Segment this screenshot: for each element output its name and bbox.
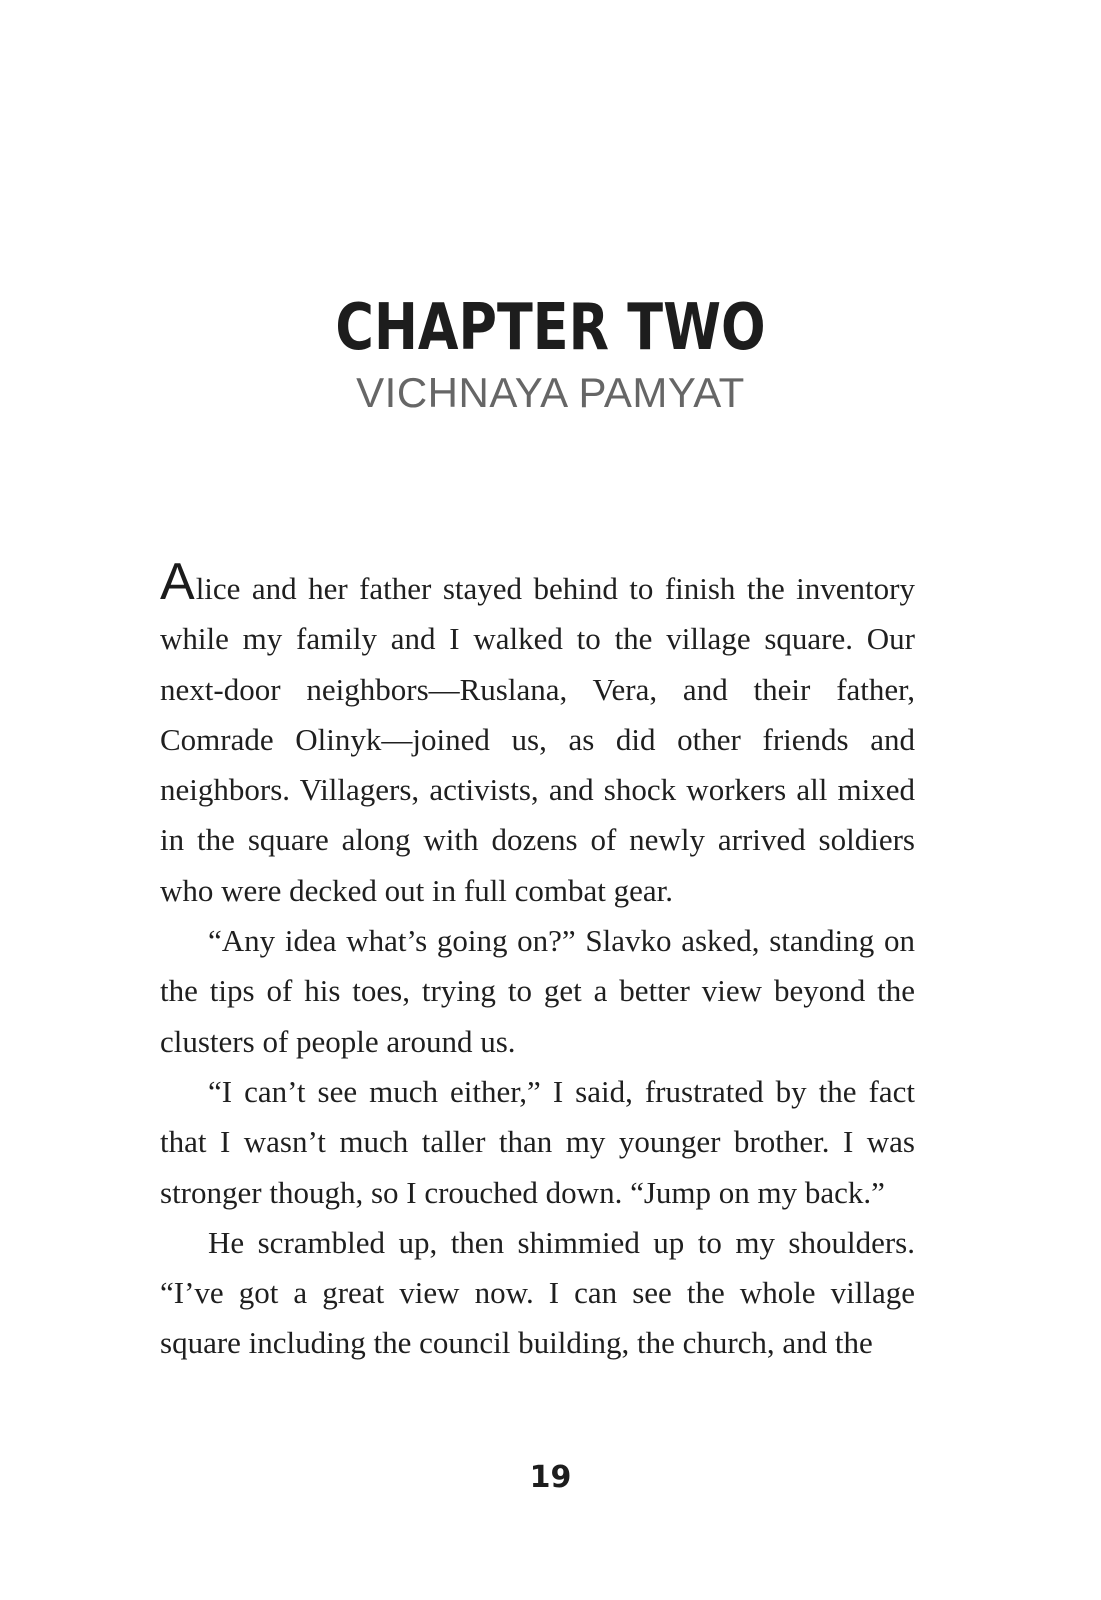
chapter-title: CHAPTER TWO xyxy=(335,291,766,365)
chapter-body-text xyxy=(160,553,915,1369)
chapter-heading xyxy=(0,290,1101,418)
paragraph-4: He scrambled up, then shimmied up to my shoulders. “I’ve got a great view now. I can see the whole village square including the council building, the church, and the xyxy=(160,1224,915,1361)
paragraph-2: “Any idea what’s going on?” Slavko asked, standing on the tips of his toes, trying to get a better view beyond the clusters of people around us. xyxy=(160,923,915,1059)
drop-cap: A xyxy=(160,553,196,611)
page-number: 19 xyxy=(529,1460,572,1495)
paragraph-1 xyxy=(160,553,915,916)
paragraph-3: “I can’t see much either,” I said, frustrated by the fact that I wasn’t much taller than my younger brother. I was stronger though, so I crouched down. “Jump on my back.” xyxy=(160,1073,915,1210)
paragraph-1-text: lice and her father stayed behind to finish the inventory while my family and I walked to the village square. Our next-door neighbors—Ruslana, Vera, and their father, Comrade Olinyk—joined us, as did other friends and neighbors. Villagers, activists, and shock workers all mixed in the square along with dozens of newly arrived soldiers who were decked out in full combat gear. xyxy=(160,571,915,908)
chapter-subtitle: VICHNAYA PAMYAT xyxy=(356,369,745,416)
